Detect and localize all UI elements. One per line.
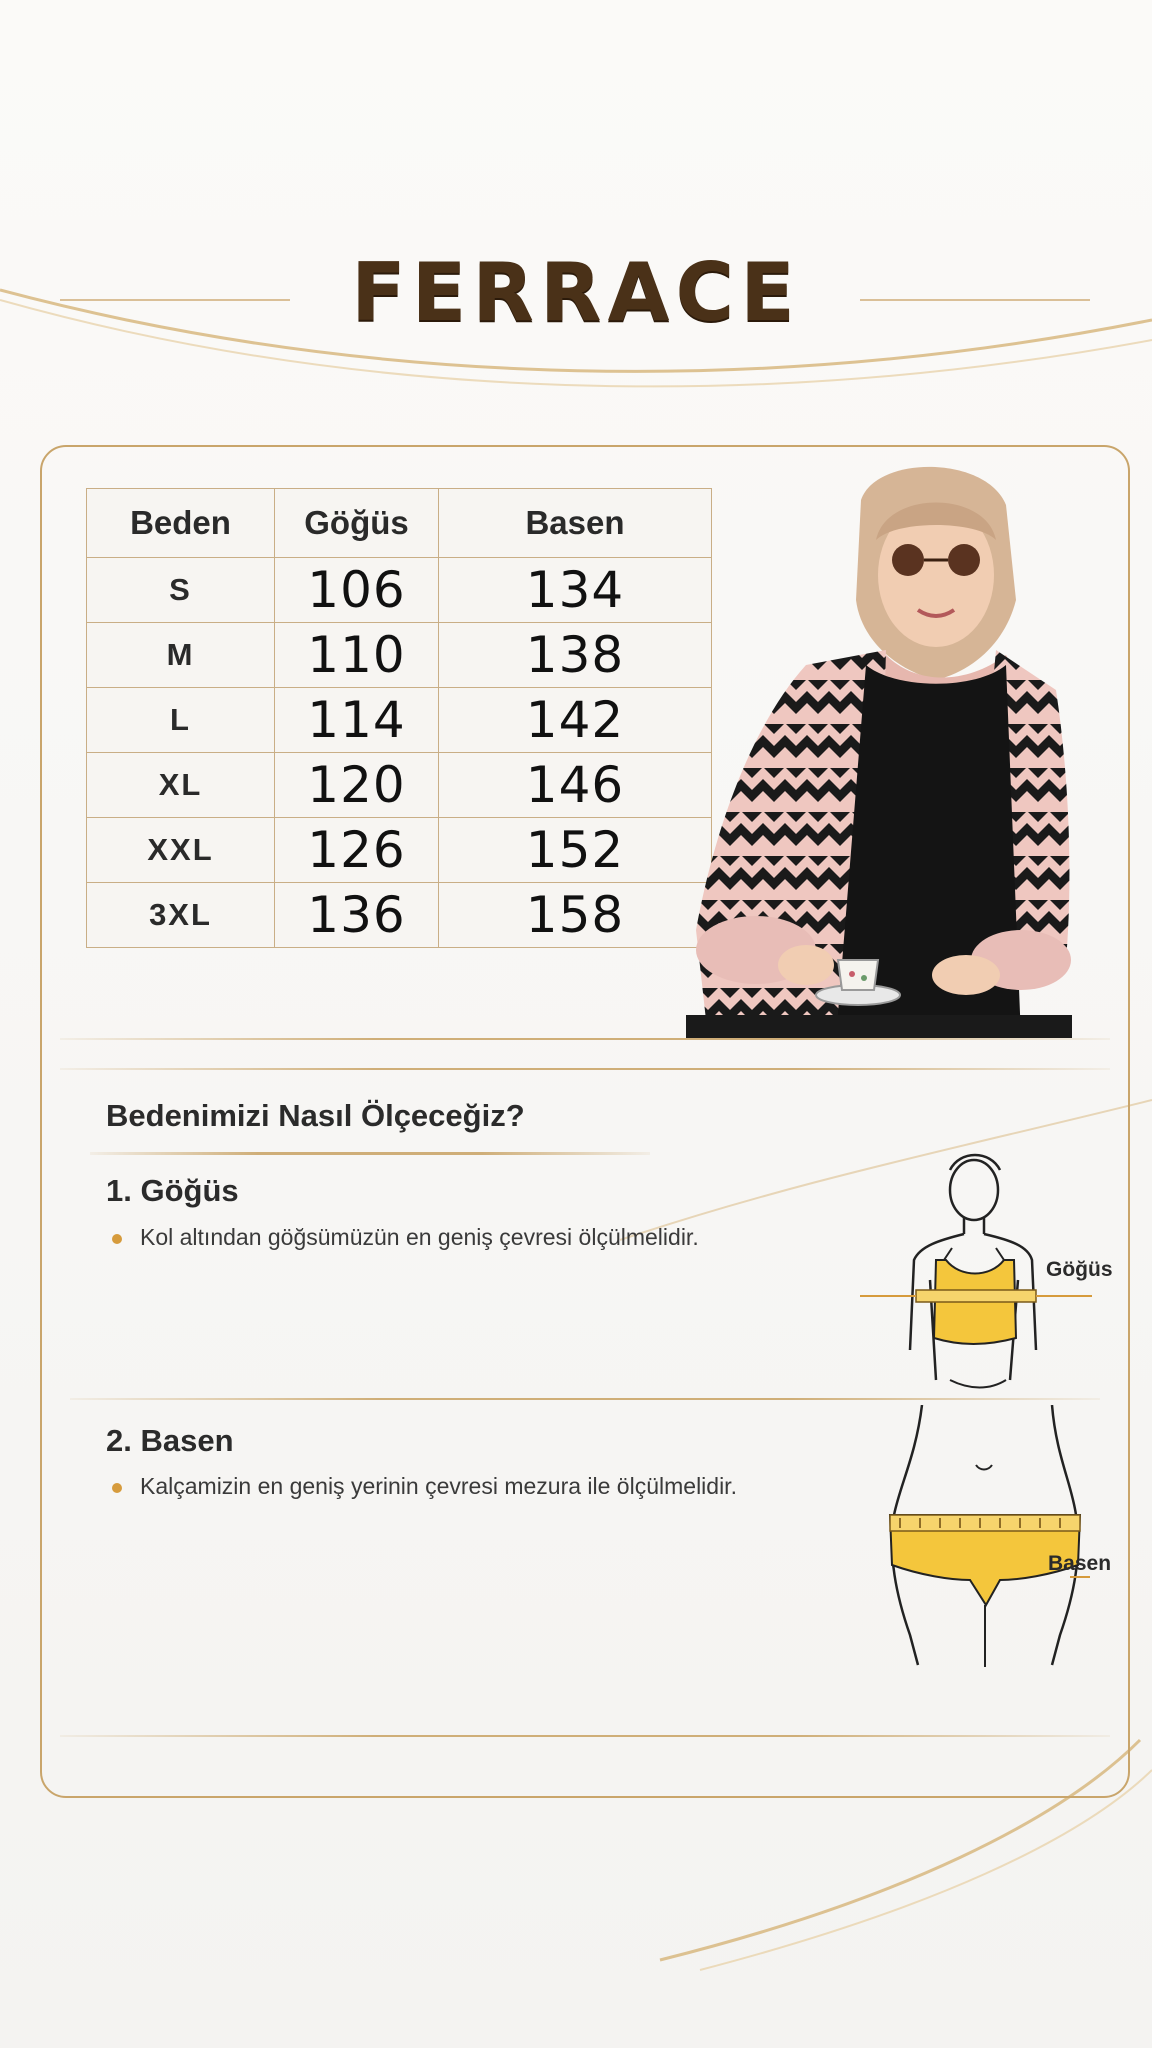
chest-cell: 136 bbox=[275, 883, 439, 948]
hip-measure-figure bbox=[880, 1405, 1090, 1670]
table-row bbox=[87, 753, 712, 818]
size-cell: S bbox=[87, 558, 275, 623]
hip-cell: 142 bbox=[439, 688, 712, 753]
step-text-chest: Kol altından göğsümüzün en geniş çevresi ölçülmelidir. bbox=[140, 1224, 699, 1250]
table-row bbox=[87, 818, 712, 883]
brand-title: FERRACE bbox=[351, 246, 801, 339]
guide-title: Bedenimizi Nasıl Ölçeceğiz? bbox=[106, 1098, 525, 1133]
divider bbox=[60, 1735, 1110, 1737]
size-cell: XXL bbox=[87, 818, 275, 883]
chest-cell: 106 bbox=[275, 558, 439, 623]
chest-cell: 110 bbox=[275, 623, 439, 688]
divider bbox=[60, 1068, 1110, 1070]
table-row bbox=[87, 623, 712, 688]
bullet-dot bbox=[112, 1483, 122, 1493]
size-cell: 3XL bbox=[87, 883, 275, 948]
hip-cell: 158 bbox=[439, 883, 712, 948]
divider bbox=[60, 1038, 1110, 1040]
chest-figure-label: Göğüs bbox=[1046, 1258, 1113, 1281]
chest-cell: 120 bbox=[275, 753, 439, 818]
hip-cell: 146 bbox=[439, 753, 712, 818]
bullet-dot bbox=[112, 1234, 122, 1244]
model-photo bbox=[686, 460, 1072, 1038]
hip-cell: 152 bbox=[439, 818, 712, 883]
hip-cell: 134 bbox=[439, 558, 712, 623]
col-header-size: Beden bbox=[87, 489, 275, 558]
divider bbox=[90, 1152, 650, 1155]
step-title-hip: 2. Basen bbox=[106, 1423, 234, 1458]
step-title-chest: 1. Göğüs bbox=[106, 1173, 239, 1208]
size-cell: M bbox=[87, 623, 275, 688]
size-table bbox=[86, 488, 712, 948]
size-cell: L bbox=[87, 688, 275, 753]
size-cell: XL bbox=[87, 753, 275, 818]
hip-cell: 138 bbox=[439, 623, 712, 688]
hip-figure-label: Basen bbox=[1048, 1552, 1112, 1575]
chest-cell: 114 bbox=[275, 688, 439, 753]
col-header-hip: Basen bbox=[439, 489, 712, 558]
table-row bbox=[87, 558, 712, 623]
table-row bbox=[87, 688, 712, 753]
col-header-chest: Göğüs bbox=[275, 489, 439, 558]
step-text-hip: Kalçamizin en geniş yerinin çevresi mezura ile ölçülmelidir. bbox=[140, 1473, 737, 1499]
table-header-row bbox=[87, 489, 712, 558]
chest-cell: 126 bbox=[275, 818, 439, 883]
table-row bbox=[87, 883, 712, 948]
